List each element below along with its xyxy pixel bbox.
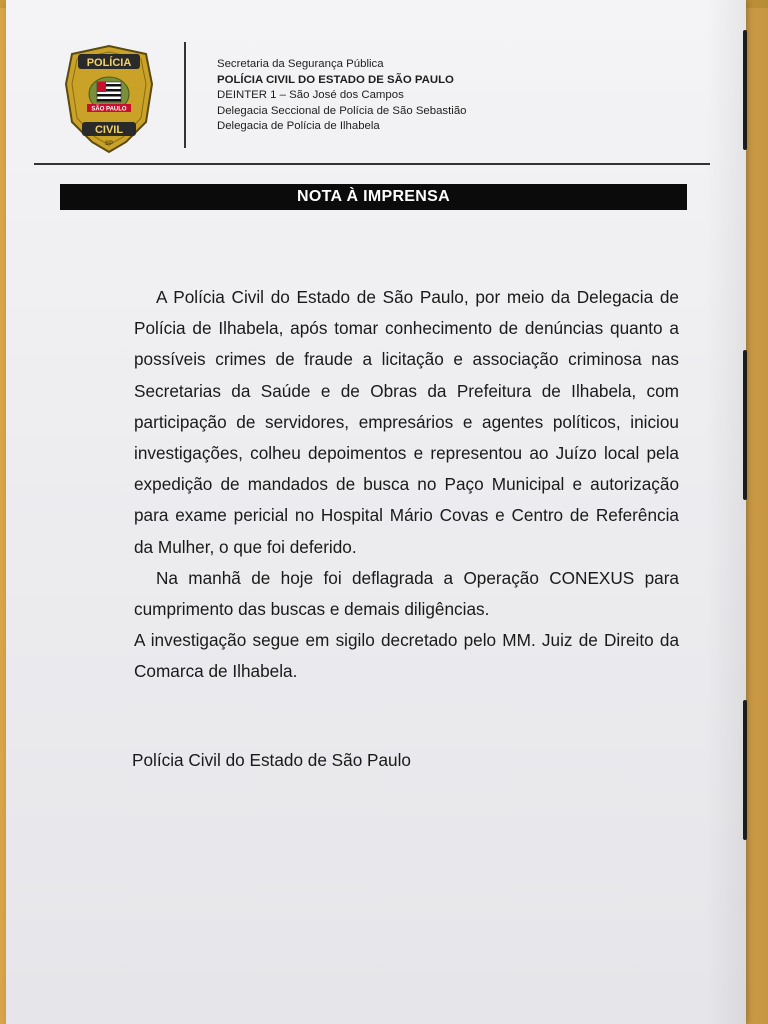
- header-institution-block: [217, 57, 467, 135]
- header-rule: [34, 163, 710, 165]
- page-shadow: [706, 0, 768, 1024]
- document-title: NOTA À IMPRENSA: [60, 184, 687, 210]
- header-line-delegacia-ilhabela: Delegacia de Polícia de Ilhabela: [217, 120, 380, 133]
- policia-civil-badge-icon: [64, 44, 154, 154]
- header-line-secretaria: Secretaria da Segurança Pública: [217, 58, 384, 70]
- paragraph-secrecy: A investigação segue em sigilo decretado pelo MM. Juiz de Direito da Comarca de Ilhabela.: [134, 630, 679, 682]
- badge-sp-text: SP: [104, 141, 114, 147]
- badge-band-text: SÃO PAULO: [91, 106, 127, 113]
- press-note-body: [134, 282, 679, 688]
- paragraph-operation: Na manhã de hoje foi deflagrada a Operação CONEXUS para cumprimento das buscas e demais diligências.: [134, 567, 679, 620]
- paper-edge-mark: [743, 350, 747, 500]
- header-line-delegacia-seccional: Delegacia Seccional de Polícia de São Sebastião: [217, 104, 467, 117]
- paper-edge-mark: [743, 30, 747, 150]
- header-divider: [184, 42, 186, 148]
- badge-bottom-text: CIVIL: [94, 124, 124, 136]
- paragraph-investigation: A Polícia Civil do Estado de São Paulo, por meio da Delegacia de Polícia de Ilhabela, após tomar conhecimento de denúncias quanto a possíveis crimes de fraude a licitação e associação criminosa nas Secretarias da Saúde e de Obras da Prefeitura de Ilhabela, com participação de servidores, empresários e agentes políticos, iniciou investigações, colheu depoimentos e representou ao Juízo local pela expedição de mandados de busca no Paço Municipal e autorização para exame pericial no Hospital Mário Covas e Centro de Referência da Mulher, o que foi deferido.: [134, 287, 679, 557]
- header-line-deinter: DEINTER 1 – São José dos Campos: [217, 89, 404, 102]
- signature: Polícia Civil do Estado de São Paulo: [132, 750, 411, 770]
- badge-top-text: POLÍCIA: [86, 57, 132, 69]
- paper-edge-mark: [743, 700, 747, 840]
- header-line-policia-civil: POLÍCIA CIVIL DO ESTADO DE SÃO PAULO: [217, 73, 454, 86]
